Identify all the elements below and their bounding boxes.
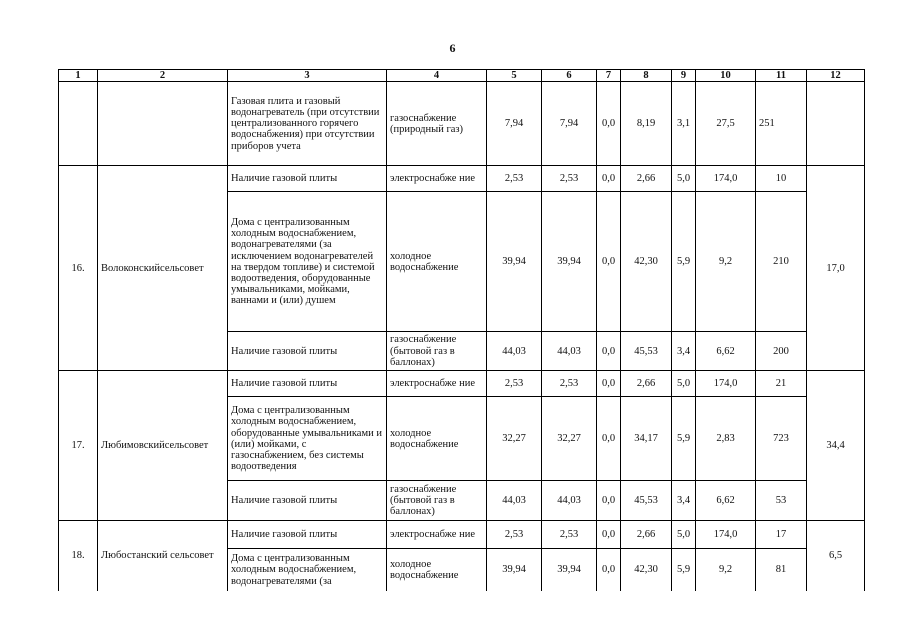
value-cell: 2,53 (487, 521, 542, 549)
value-cell: 6,62 (696, 332, 756, 371)
value-cell: 2,66 (621, 371, 672, 397)
value-cell: 5,9 (672, 397, 696, 481)
value-cell: 0,0 (597, 397, 621, 481)
value-cell: 0,0 (597, 192, 621, 332)
settlement-number-cell (59, 82, 98, 166)
value-cell: 32,27 (487, 397, 542, 481)
page-number: 6 (449, 41, 456, 55)
value-cell: 174,0 (696, 166, 756, 192)
value-cell: 9,2 (696, 192, 756, 332)
column-header: 2 (98, 70, 228, 82)
settlement-name-cell (98, 82, 228, 166)
value-cell: 2,83 (696, 397, 756, 481)
service-cell: Дома с централизованным холодным водоснабжением, оборудованные умывальниками и (или) мойками, с газоснабжением, без системы водоотведения (228, 397, 387, 481)
value-cell: 17 (756, 521, 807, 549)
value-cell: 0,0 (597, 371, 621, 397)
column-header: 12 (807, 70, 865, 82)
value-cell: 251 (756, 82, 807, 166)
service-cell: Дома с централизованным холодным водоснабжением, водонагревателями (за (228, 549, 387, 591)
utility-cell: электроснабже ние (387, 521, 487, 549)
value-cell: 42,30 (621, 549, 672, 591)
total-cell (807, 82, 865, 166)
value-cell: 174,0 (696, 371, 756, 397)
service-cell: Наличие газовой плиты (228, 371, 387, 397)
service-cell: Наличие газовой плиты (228, 521, 387, 549)
column-header: 9 (672, 70, 696, 82)
column-header: 5 (487, 70, 542, 82)
column-header: 3 (228, 70, 387, 82)
settlement-number-cell: 16. (59, 166, 98, 371)
value-cell: 2,53 (542, 371, 597, 397)
settlement-name-cell: Любостанский сельсовет (98, 521, 228, 591)
value-cell: 0,0 (597, 332, 621, 371)
utility-cell: холодное водоснабжение (387, 549, 487, 591)
service-cell: Наличие газовой плиты (228, 481, 387, 521)
utility-cell: газоснабжение (бытовой газ в баллонах) (387, 481, 487, 521)
column-header: 10 (696, 70, 756, 82)
value-cell: 2,53 (542, 521, 597, 549)
value-cell: 0,0 (597, 82, 621, 166)
value-cell: 0,0 (597, 481, 621, 521)
value-cell: 2,53 (542, 166, 597, 192)
table-row (59, 82, 865, 166)
utility-cell: электроснабже ние (387, 166, 487, 192)
value-cell: 27,5 (696, 82, 756, 166)
value-cell: 210 (756, 192, 807, 332)
service-cell: Наличие газовой плиты (228, 332, 387, 371)
column-header: 1 (59, 70, 98, 82)
value-cell: 0,0 (597, 549, 621, 591)
settlement-number-cell: 18. (59, 521, 98, 591)
column-header: 6 (542, 70, 597, 82)
value-cell: 3,4 (672, 332, 696, 371)
value-cell: 6,62 (696, 481, 756, 521)
value-cell: 34,17 (621, 397, 672, 481)
value-cell: 5,0 (672, 371, 696, 397)
settlement-number-cell: 17. (59, 371, 98, 521)
tariff-table (58, 69, 865, 591)
utility-cell: электроснабже ние (387, 371, 487, 397)
settlement-name-cell: Любимовскийсельсовет (98, 371, 228, 521)
value-cell: 5,9 (672, 192, 696, 332)
service-cell: Газовая плита и газовый водонагреватель (при отсутствии централизованного горячего водоснабжения) при отсутствии приборов учета (228, 82, 387, 166)
value-cell: 723 (756, 397, 807, 481)
value-cell: 53 (756, 481, 807, 521)
value-cell: 21 (756, 371, 807, 397)
settlement-name-cell: Волоконскийсельсовет (98, 166, 228, 371)
total-cell: 17,0 (807, 166, 865, 371)
value-cell: 45,53 (621, 332, 672, 371)
value-cell: 5,9 (672, 549, 696, 591)
value-cell: 200 (756, 332, 807, 371)
value-cell: 2,53 (487, 166, 542, 192)
utility-cell: холодное водоснабжение (387, 192, 487, 332)
value-cell: 0,0 (597, 166, 621, 192)
value-cell: 174,0 (696, 521, 756, 549)
value-cell: 3,1 (672, 82, 696, 166)
column-header: 11 (756, 70, 807, 82)
total-cell: 34,4 (807, 371, 865, 521)
value-cell: 7,94 (487, 82, 542, 166)
total-cell: 6,5 (807, 521, 865, 591)
value-cell: 44,03 (487, 332, 542, 371)
value-cell: 39,94 (487, 192, 542, 332)
value-cell: 39,94 (487, 549, 542, 591)
table-row (59, 371, 865, 397)
column-header: 7 (597, 70, 621, 82)
utility-cell: холодное водоснабжение (387, 397, 487, 481)
value-cell: 44,03 (542, 481, 597, 521)
value-cell: 0,0 (597, 521, 621, 549)
utility-cell: газоснабжение (бытовой газ в баллонах) (387, 332, 487, 371)
table-row (59, 166, 865, 192)
value-cell: 5,0 (672, 166, 696, 192)
value-cell: 7,94 (542, 82, 597, 166)
value-cell: 2,53 (487, 371, 542, 397)
value-cell: 10 (756, 166, 807, 192)
value-cell: 81 (756, 549, 807, 591)
utility-cell: газоснабжение (природный газ) (387, 82, 487, 166)
value-cell: 2,66 (621, 166, 672, 192)
service-cell: Дома с централизованным холодным водоснабжением, водонагревателями (за исключением водонагревателей на твердом топливе) и системой водоотведения, оборудованные умывальниками, мойками, ваннами и (или) душем (228, 192, 387, 332)
service-cell: Наличие газовой плиты (228, 166, 387, 192)
column-header: 8 (621, 70, 672, 82)
column-number-row (59, 70, 865, 82)
value-cell: 3,4 (672, 481, 696, 521)
value-cell: 44,03 (542, 332, 597, 371)
column-header: 4 (387, 70, 487, 82)
value-cell: 45,53 (621, 481, 672, 521)
value-cell: 42,30 (621, 192, 672, 332)
value-cell: 39,94 (542, 192, 597, 332)
value-cell: 32,27 (542, 397, 597, 481)
value-cell: 44,03 (487, 481, 542, 521)
value-cell: 39,94 (542, 549, 597, 591)
value-cell: 5,0 (672, 521, 696, 549)
table-row (59, 521, 865, 549)
value-cell: 8,19 (621, 82, 672, 166)
value-cell: 9,2 (696, 549, 756, 591)
value-cell: 2,66 (621, 521, 672, 549)
